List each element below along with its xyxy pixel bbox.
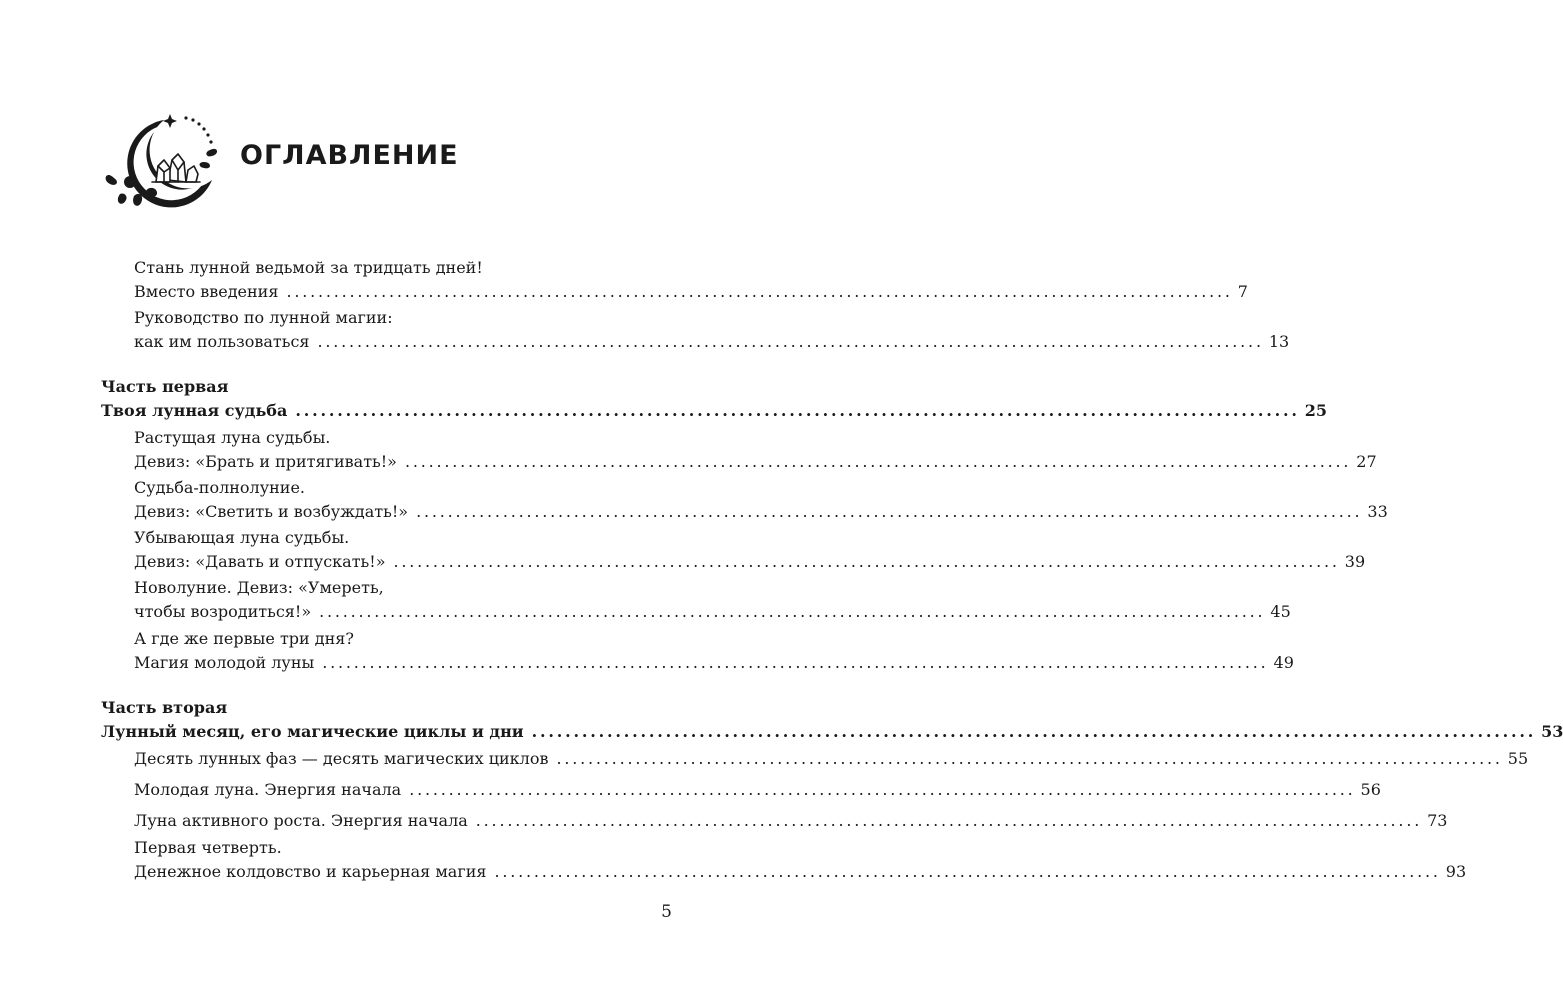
toc-entry-line [134, 306, 672, 330]
toc-entry-line [134, 500, 1388, 524]
page-title: ОГЛАВЛЕНИЕ [240, 140, 459, 171]
dot-leader: ........................................................................................................................ [286, 282, 1233, 301]
toc-page-number: 39 [1344, 552, 1366, 571]
toc-page-number: 73 [1427, 811, 1448, 830]
dot-leader: ........................................................................................................................ [409, 780, 1356, 799]
part-label [101, 696, 672, 720]
toc-entry-line [134, 526, 672, 550]
dot-leader: ........................................................................................................................ [319, 602, 1266, 621]
dot-leader: ........................................................................................................................ [295, 401, 1300, 420]
toc-entry-line [134, 809, 1448, 833]
toc-entry-text: чтобы возродиться!» [134, 602, 312, 621]
toc-entry-line [134, 476, 672, 500]
dot-leader: ........................................................................................................................ [393, 552, 1340, 571]
toc-page-number: 13 [1268, 332, 1290, 351]
toc-entry-text: Десять лунных фаз — десять магических циклов [134, 749, 549, 768]
toc-entry-text: Судьба-полнолуние. [134, 478, 306, 497]
dot-leader: ........................................................................................................................ [531, 722, 1537, 741]
toc-entry-text: Растущая луна судьбы. [134, 428, 331, 447]
toc-entry-line [134, 860, 1467, 884]
toc-entry-text: Девиз: «Давать и отпускать!» [134, 552, 386, 571]
toc-entry-text: Девиз: «Светить и возбуждать!» [134, 502, 409, 521]
toc-page-number: 7 [1237, 282, 1248, 301]
toc-entry-line [134, 426, 672, 450]
dot-leader: ........................................................................................................................ [556, 749, 1503, 768]
toc-page-number: 55 [1507, 749, 1529, 768]
toc-entry-line [134, 600, 1291, 624]
part-label-text: Часть вторая [101, 698, 228, 717]
toc-page-number: 53 [1541, 722, 1563, 741]
toc-page-number: 27 [1356, 452, 1377, 471]
toc-page-number: 49 [1273, 653, 1294, 672]
toc-entry-text: Девиз: «Брать и притягивать!» [134, 452, 397, 471]
dot-leader: ........................................................................................................................ [494, 862, 1441, 881]
part-title: Лунный месяц, его магические циклы и дни [101, 722, 524, 741]
toc-entry-text: Убывающая луна судьбы. [134, 528, 350, 547]
page-number: 5 [661, 902, 672, 922]
part-label-text: Часть первая [101, 377, 229, 396]
dot-leader: ........................................................................................................................ [404, 452, 1352, 471]
dot-leader: ........................................................................................................................ [322, 653, 1269, 672]
toc-entry-line [134, 576, 672, 600]
toc-entry-text: Молодая луна. Энергия начала [134, 780, 402, 799]
toc-entry-line [134, 747, 1529, 771]
dot-leader: ........................................................................................................................ [416, 502, 1363, 521]
toc-page-number: 56 [1360, 780, 1381, 799]
toc-page-number: 45 [1270, 602, 1291, 621]
toc-entry-text: Руководство по лунной магии: [134, 308, 393, 327]
toc-entry-line [134, 836, 672, 860]
crescent-moon-crystals-icon [100, 110, 220, 220]
toc-entry-line [134, 778, 1381, 802]
part-label [101, 375, 672, 399]
dot-leader: ........................................................................................................................ [475, 811, 1423, 830]
toc-entry-line [134, 450, 1377, 474]
toc-entry-text: Первая четверть. [134, 838, 282, 857]
part-title-line [101, 399, 1328, 423]
toc-entry-line [134, 280, 1248, 304]
toc-entry-text: А где же первые три дня? [134, 629, 354, 648]
toc-entry-text: Денежное колдовство и карьерная магия [134, 862, 487, 881]
toc-entry-line [134, 330, 1290, 354]
dot-leader: ........................................................................................................................ [317, 332, 1264, 351]
toc-page-number: 93 [1445, 862, 1467, 881]
toc-entry-text: Магия молодой луны [134, 653, 315, 672]
toc-entry-text: Новолуние. Девиз: «Умереть, [134, 578, 384, 597]
toc-entry-line [134, 651, 1294, 675]
toc-entry-text: Луна активного роста. Энергия начала [134, 811, 468, 830]
toc-entry-text: Вместо введения [134, 282, 279, 301]
toc-entry-line [134, 627, 672, 651]
toc-entry-line [134, 550, 1366, 574]
toc-page-number: 25 [1304, 401, 1328, 420]
toc-page-number: 33 [1367, 502, 1388, 521]
toc-entry-text: Стань лунной ведьмой за тридцать дней! [134, 258, 483, 277]
toc-entry-text: как им пользоваться [134, 332, 310, 351]
toc-entry-line [134, 256, 672, 280]
part-title-line [101, 720, 1563, 744]
part-title: Твоя лунная судьба [101, 401, 288, 420]
